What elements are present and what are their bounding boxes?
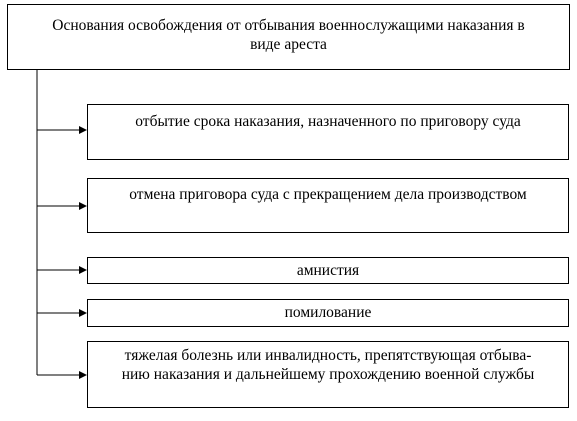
item-box-term-served [87,104,569,160]
title-line-1: Основания освобождения от отбывания военнослужащими наказания в [52,17,525,34]
item-box-amnesty [87,257,569,284]
title-box [7,4,570,70]
item-box-pardon [87,299,569,327]
item-box-illness [87,341,569,408]
item-text-line-1: тяжелая болезнь или инвалидность, препятствующая отбыва- [124,347,532,364]
item-text: помилование [284,304,372,321]
item-text: отмена приговора суда с прекращением дела производством [129,186,527,203]
title-line-2: виде ареста [250,36,327,53]
item-text: амнистия [296,262,360,279]
item-text-line-2: нию наказания и дальнейшему прохождению военной службы [121,366,535,383]
item-box-sentence-cancelled [87,178,569,233]
item-text: отбытие срока наказания, назначенного по приговору суда [135,113,521,130]
